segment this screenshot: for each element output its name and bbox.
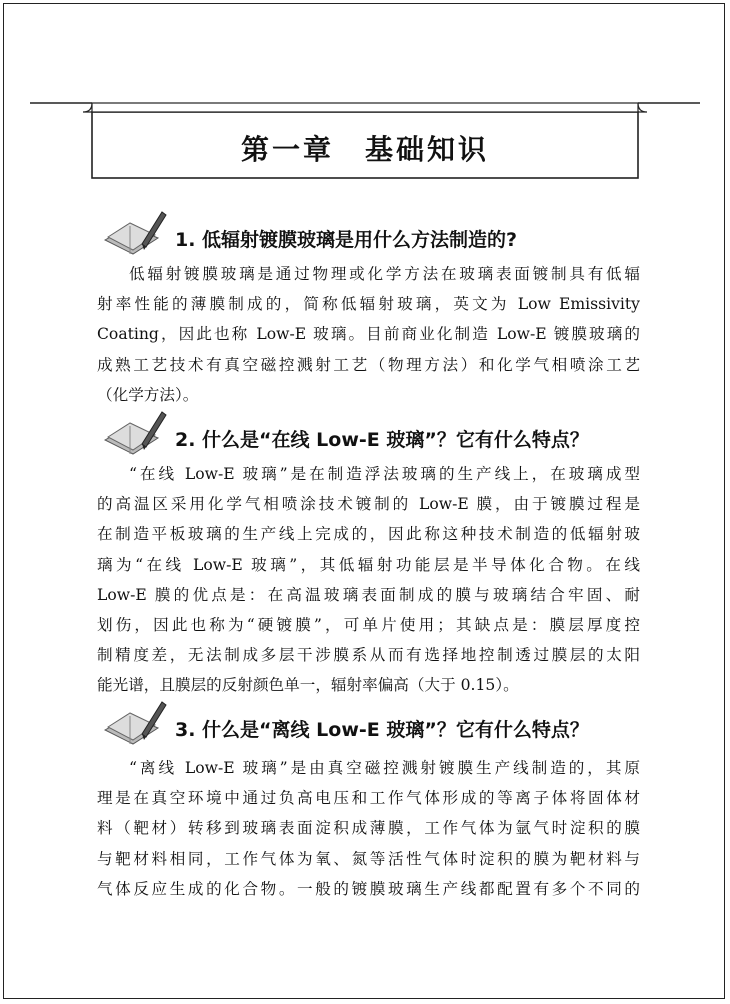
- paragraph-line: 成熟工艺技术有真空磁控溅射工艺（物理方法）和化学气相喷涂工艺: [97, 355, 640, 374]
- paragraph-line: “离线 Low-E 玻璃”是由真空磁控溅射镀膜生产线制造的，其原: [129, 759, 640, 777]
- paragraph-line: 理是在真空环境中通过负高电压和工作气体形成的等离子体将固体材: [97, 789, 640, 808]
- paragraph-line: Coating，因此也称 Low-E 玻璃。目前商业化制造 Low-E 镀膜玻璃的: [97, 325, 640, 344]
- question-title: 2. 什么是“在线 Low-E 玻璃”？它有什么特点？: [175, 429, 589, 451]
- answer-paragraph-3: [97, 753, 640, 904]
- paragraph-line: 璃为“在线 Low-E 玻璃”，其低辐射功能层是半导体化合物。在线: [97, 555, 640, 574]
- book-pen-icon: [100, 404, 170, 460]
- question-title: 3. 什么是“离线 Low-E 玻璃”？它有什么特点？: [175, 719, 589, 741]
- paragraph-line: 料（靶材）转移到玻璃表面淀积成薄膜，工作气体为氩气时淀积的膜: [97, 819, 640, 838]
- paragraph-line: （化学方法）。: [97, 385, 199, 404]
- paragraph-line: 在制造平板玻璃的生产线上完成的，因此称这种技术制造的低辐射玻: [97, 525, 640, 544]
- paragraph-line: 低辐射镀膜玻璃是通过物理或化学方法在玻璃表面镀制具有低辐: [129, 265, 640, 283]
- chapter-title: 第一章 基础知识: [240, 133, 489, 166]
- book-pen-icon: [100, 694, 170, 750]
- chapter-banner: [0, 0, 730, 200]
- question-heading-2: [100, 404, 660, 464]
- answer-paragraph-2: [97, 459, 640, 701]
- book-pen-icon: [100, 204, 170, 260]
- paragraph-line: 能光谱，且膜层的反射颜色单一，辐射率偏高（大于 0.15）。: [97, 676, 519, 695]
- paragraph-line: Low-E 膜的优点是：在高温玻璃表面制成的膜与玻璃结合牢固、耐: [97, 585, 640, 604]
- question-heading-3: [100, 694, 660, 754]
- paragraph-line: 气体反应生成的化合物。一般的镀膜玻璃生产线都配置有多个不同的: [97, 879, 640, 898]
- paragraph-line: 划伤，因此也称为“硬镀膜”，可单片使用；其缺点是：膜层厚度控: [97, 616, 640, 635]
- paragraph-line: 射率性能的薄膜制成的，简称低辐射玻璃，英文为 Low Emissivity: [97, 295, 640, 314]
- paragraph-line: 与靶材料相同，工作气体为氧、氮等活性气体时淀积的膜为靶材料与: [97, 849, 640, 868]
- question-title: 1. 低辐射镀膜玻璃是用什么方法制造的?: [175, 229, 518, 251]
- answer-paragraph-1: [97, 259, 640, 410]
- paragraph-line: 制精度差，无法制成多层干涉膜系从而有选择地控制透过膜层的太阳: [97, 646, 640, 665]
- paragraph-line: “在线 Low-E 玻璃”是在制造浮法玻璃的生产线上，在玻璃成型: [129, 465, 640, 483]
- question-heading-1: [100, 204, 660, 264]
- paragraph-line: 的高温区采用化学气相喷涂技术镀制的 Low-E 膜，由于镀膜过程是: [97, 495, 640, 514]
